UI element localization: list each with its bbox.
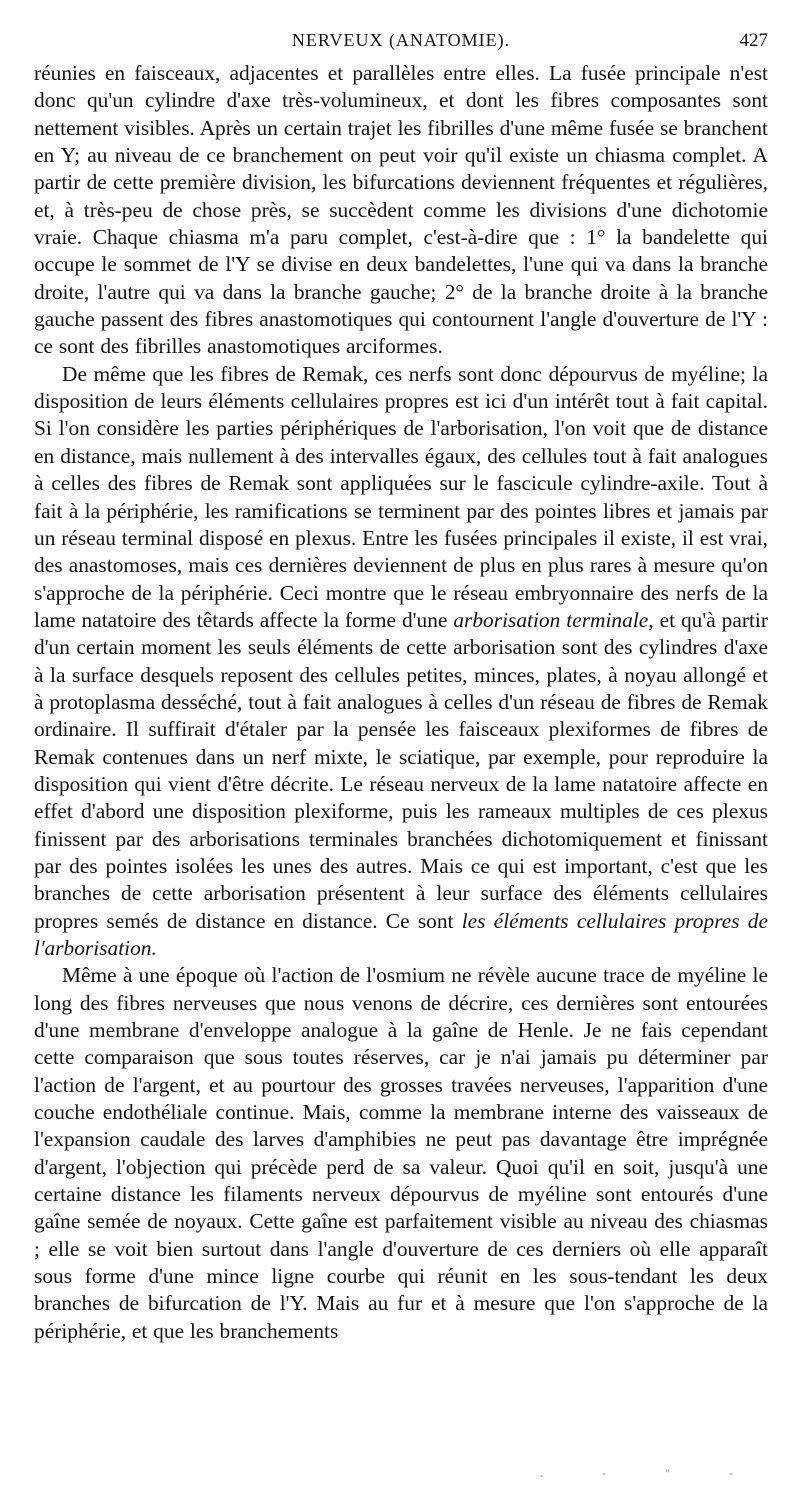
paragraph-2-italic-term: arborisation terminale — [453, 607, 649, 632]
paragraph-1-text: réunies en faisceaux, adjacentes et parallèles entre elles. La fusée principale n'est donc qu'un cylindre d'axe très-volumineux, et dont les fibres composantes sont nettement visibles. Après un certain trajet les fibrilles d'une même fusée se branchent en Y; au niveau de ce branchement on peut voir qu'il existe un chiasma complet. A partir de cette première division, les bifurcations deviennent fréquentes et régulières, et, à très-peu de chose près, se succèdent comme les divisions d'une dichotomie vraie. Chaque chiasma m'a paru complet, c'est-à-dire que : 1° la bandelette qui occupe le sommet de l'Y se divise en deux bandelettes, l'une qui va dans la branche droite, l'autre qui va dans la branche gauche; 2° de la branche droite à la branche gauche passent des fibres anastomotiques qui contournent l'angle d'ouverture de l'Y : ce sont des fibrilles anastomotiques arciformes. — [34, 61, 768, 359]
paragraph-2 — [34, 361, 768, 963]
running-title: NERVEUX (ANATOMIE). — [291, 30, 511, 50]
page-header — [34, 24, 768, 60]
document-page — [34, 24, 768, 1345]
footer-marks: . - " - — [540, 1466, 761, 1480]
paragraph-2-italic-closing: les éléments cellulaires propres de l'arborisation. — [34, 908, 768, 960]
body-text — [34, 60, 768, 1345]
paragraph-2-text-after: , et qu'à partir d'un certain moment les seuls éléments de cette arborisation sont des cylindres d'axe à la surface desquels reposent des cellules petites, minces, plates, à noyau allongé et à protoplasma desséché, tout à fait analogues à celles d'un réseau de fibres de Remak ordinaire. Il suffirait d'étaler par la pensée les faisceaux plexiformes de fibres de Remak contenues dans un nerf mixte, le sciatique, par exemple, pour reproduire la disposition qui vient d'être décrite. Le réseau nerveux de la lame natatoire affecte en effet d'abord une disposition plexiforme, puis les rameaux multiples de ces plexus finissent par des arborisations terminales branchées dichotomiquement et finissant par des pointes isolées les unes des autres. Mais ce qui est important, c'est que les branches de cette arborisation présentent à leur surface des éléments cellulaires propres semés de distance en distance. Ce sont — [34, 607, 768, 933]
paragraph-3-text: Même à une époque où l'action de l'osmium ne révèle aucune trace de myéline le long des fibres nerveuses que nous venons de décrire, ces dernières sont entourées d'une membrane d'enveloppe analogue à la gaîne de Henle. Je ne fais cependant cette comparaison que sous toutes réserves, car je n'ai jamais pu déterminer par l'action de l'argent, et au pourtour des grosses travées nerveuses, l'apparition d'une couche endothéliale continue. Mais, comme la membrane interne des vaisseaux de l'expansion caudale des larves d'amphibies ne peut pas davantage être imprégnée d'argent, l'objection qui précède perd de sa valeur. Quoi qu'il en soit, jusqu'à une certaine distance les filaments nerveux dépourvus de myéline sont entourés d'une gaîne semée de noyaux. Cette gaîne est parfaitement visible au niveau des chiasmas ; elle se voit bien surtout dans l'angle d'ouverture de ces derniers où elle apparaît sous forme d'une mince ligne courbe qui réunit en les sous-tendant les deux branches de bifurcation de l'Y. Mais au fur et à mesure que l'on s'approche de la périphérie, et que les branchements — [34, 963, 768, 1343]
paragraph-2-text-before: De même que les fibres de Remak, ces nerfs sont donc dépourvus de myéline; la disposition de leurs éléments cellulaires propres est ici d'un intérêt tout à fait capital. Si l'on considère les parties périphériques de l'arborisation, l'on voit que de distance en distance, mais nullement à des intervalles égaux, des cellules tout à fait analogues à celles des fibres de Remak sont appliquées sur le fascicule cylindre-axile. Tout à fait à la périphérie, les ramifications se terminent par des pointes libres et jamais par un réseau terminal disposé en plexus. Entre les fusées principales il existe, il est vrai, des anastomoses, mais ces dernières deviennent de plus en plus rares à mesure qu'on s'approche de la périphérie. Ceci montre que le réseau embryonnaire des nerfs de la lame natatoire des têtards affecte la forme d'une — [34, 361, 768, 632]
paragraph-3 — [34, 962, 768, 1345]
paragraph-1 — [34, 60, 768, 361]
page-number: 427 — [739, 30, 768, 51]
